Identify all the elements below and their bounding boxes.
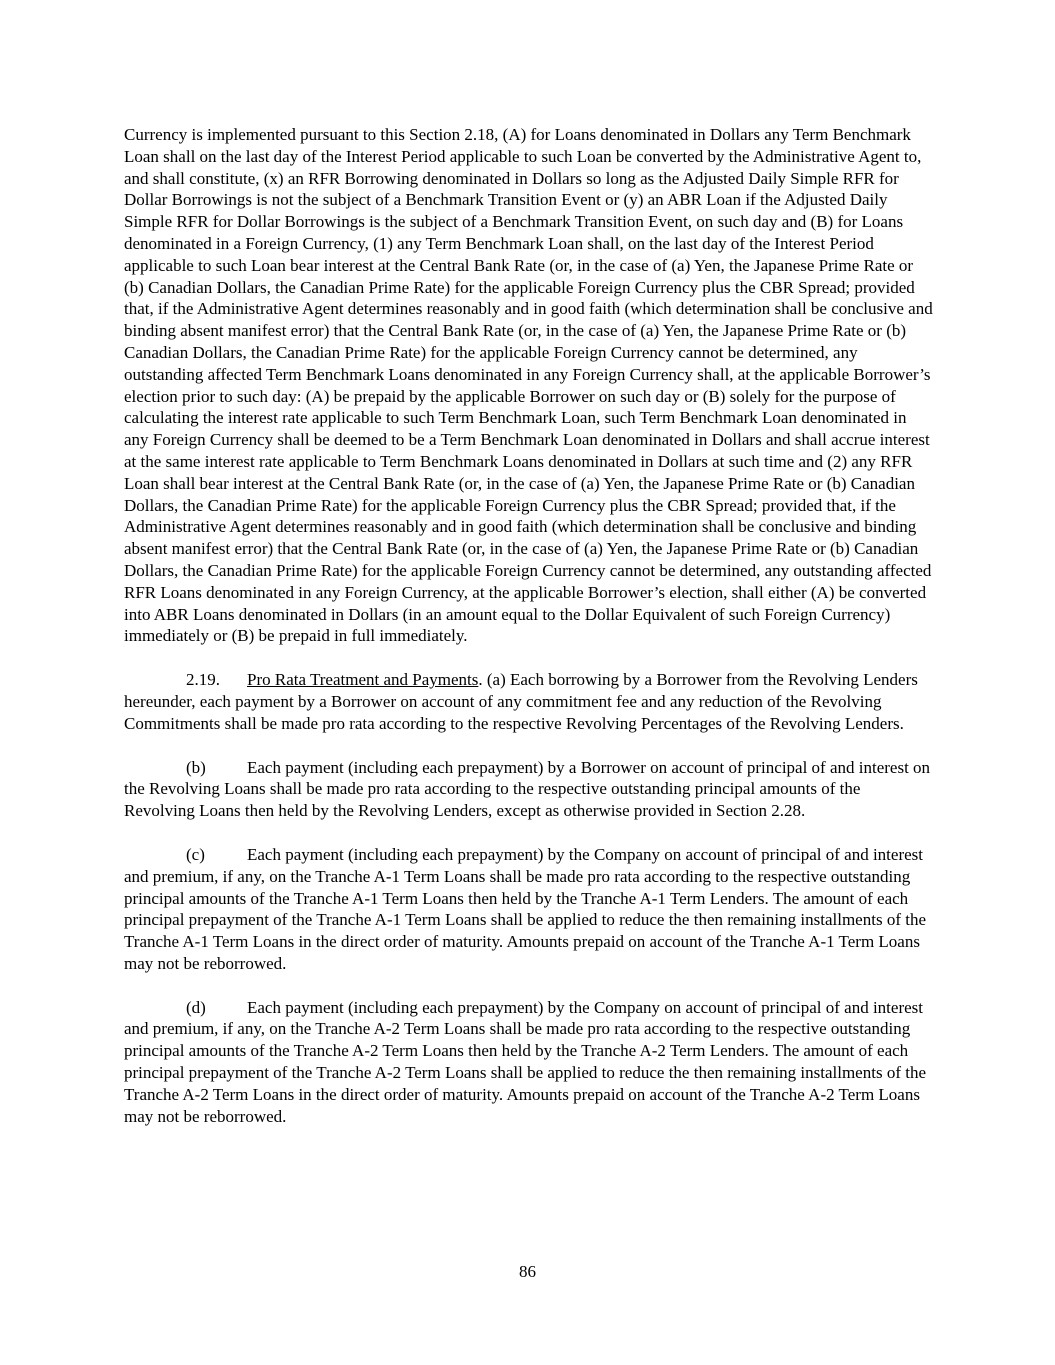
subsection-text: Each payment (including each prepayment) by the Company on account of principal of and interest and premium, if any, on the Tranche A-2 Term Loans shall be made pro rata according to the respective outstanding principal amounts of the Tranche A-2 Term Loans then held by the Tranche A-2 Term Lenders. The amount of each principal prepayment of the Tranche A-2 Term Loans shall be applied to reduce the then remaining installments of the Tranche A-2 Term Loans in the direct order of maturity. Amounts prepaid on account of the Tranche A-2 Term Loans may not be reborrowed.	[124, 997, 926, 1126]
section-heading: Pro Rata Treatment and Payments	[247, 670, 479, 690]
subsection-b-paragraph	[124, 757, 934, 822]
subsection-label: (c)	[186, 844, 205, 864]
section-number: 2.19.	[186, 670, 220, 690]
document-page	[124, 124, 934, 1149]
continuation-paragraph: Currency is implemented pursuant to this Section 2.18, (A) for Loans denominated in Dollars any Term Benchmark Loan shall on the last day of the Interest Period applicable to such Loan be converted by the Administrative Agent to, and shall constitute, (x) an RFR Borrowing denominated in Dollars so long as the Adjusted Daily Simple RFR for Dollar Borrowings is not the subject of a Benchmark Transition Event or (y) an ABR Loan if the Adjusted Daily Simple RFR for Dollar Borrowings is the subject of a Benchmark Transition Event, on such day and (B) for Loans denominated in a Foreign Currency, (1) any Term Benchmark Loan shall, on the last day of the Interest Period applicable to such Loan bear interest at the Central Bank Rate (or, in the case of (a) Yen, the Japanese Prime Rate or (b) Canadian Dollars, the Canadian Prime Rate) for the applicable Foreign Currency plus the CBR Spread; provided that, if the Administrative Agent determines reasonably and in good faith (which determination shall be conclusive and binding absent manifest error) that the Central Bank Rate (or, in the case of (a) Yen, the Japanese Prime Rate or (b) Canadian Dollars, the Canadian Prime Rate) for the applicable Foreign Currency cannot be determined, any outstanding affected Term Benchmark Loans denominated in any Foreign Currency shall, at the applicable Borrower’s election prior to such day: (A) be prepaid by the applicable Borrower on such day or (B) solely for the purpose of calculating the interest rate applicable to such Term Benchmark Loan, such Term Benchmark Loan denominated in any Foreign Currency shall be deemed to be a Term Benchmark Loan denominated in Dollars and shall accrue interest at the same interest rate applicable to Term Benchmark Loans denominated in Dollars at such time and (2) any RFR Loan shall bear interest at the Central Bank Rate (or, in the case of (a) Yen, the Japanese Prime Rate or (b) Canadian Dollars, the Canadian Prime Rate) for the applicable Foreign Currency plus the CBR Spread; provided that, if the Administrative Agent determines reasonably and in good faith (which determination shall be conclusive and binding absent manifest error) that the Central Bank Rate (or, in the case of (a) Yen, the Japanese Prime Rate or (b) Canadian Dollars, the Canadian Prime Rate) for the applicable Foreign Currency cannot be determined, any outstanding affected RFR Loans denominated in any Foreign Currency, at the applicable Borrower’s election, shall either (A) be converted into ABR Loans denominated in Dollars (in an amount equal to the Dollar Equivalent of such Foreign Currency) immediately or (B) be prepaid in full immediately.	[124, 125, 933, 646]
section-2-19-paragraph	[124, 669, 934, 734]
subsection-label: (b)	[186, 757, 206, 777]
subsection-text: Each payment (including each prepayment) by the Company on account of principal of and interest and premium, if any, on the Tranche A-1 Term Loans shall be made pro rata according to the respective outstanding principal amounts of the Tranche A-1 Term Loans then held by the Tranche A-1 Term Lenders. The amount of each principal prepayment of the Tranche A-1 Term Loans shall be applied to reduce the then remaining installments of the Tranche A-1 Term Loans in the direct order of maturity. Amounts prepaid on account of the Tranche A-1 Term Loans may not be reborrowed.	[124, 844, 926, 973]
section-heading-suffix: .	[478, 670, 483, 690]
subsection-text: Each payment (including each prepayment) by a Borrower on account of principal of and interest on the Revolving Loans shall be made pro rata according to the respective outstanding principal amounts of the Revolving Loans then held by the Revolving Lenders, except as otherwise provided in Section 2.28.	[124, 757, 931, 821]
section-body: (a) Each borrowing by a Borrower from the Revolving Lenders hereunder, each payment by a Borrower on account of any commitment fee and any reduction of the Revolving Commitments shall be made pro rata according to the respective Revolving Percentages of the Revolving Lenders.	[124, 670, 918, 733]
subsection-label: (d)	[186, 997, 206, 1017]
page-number: 86	[519, 1262, 536, 1281]
subsection-d-paragraph	[124, 997, 934, 1128]
subsection-c-paragraph	[124, 844, 934, 975]
